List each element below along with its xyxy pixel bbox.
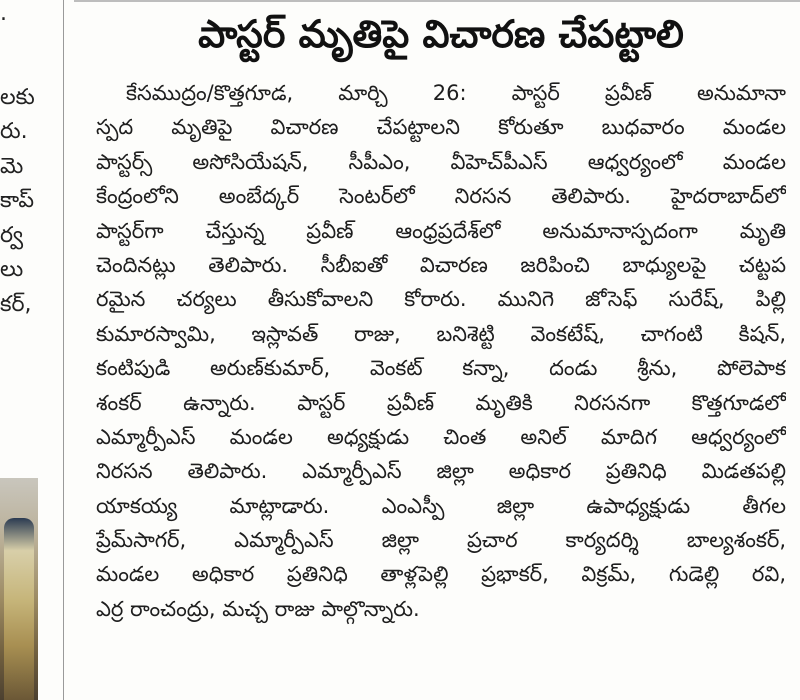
news-article <box>96 0 786 700</box>
adjacent-text-fragment: కర్, <box>0 292 32 317</box>
article-line: శంకర్ ఉన్నారు. పాస్టర్ ప్రవీణ్ మృతికి నిరసనగా కొత్తగూడలో <box>96 390 786 415</box>
adjacent-text-fragment: లు <box>0 257 24 282</box>
article-line: ఎర్ర రాంచంద్రు, మచ్చ రాజు పాల్గొన్నారు. <box>96 596 420 621</box>
adjacent-column-fragment <box>0 0 48 700</box>
article-line: కేసముద్రం/కొత్తగూడ, మార్చి 26: పాస్టర్ ప్రవీణ్ అనుమానా <box>126 81 786 105</box>
adjacent-text-fragment: ర్వ <box>0 223 24 248</box>
article-line: ప్రేమ్‌సాగర్, ఎమ్మార్పీఎస్ జిల్లా ప్రచార కార్యదర్శి బాల్యశంకర్, <box>96 528 786 553</box>
article-line: ఎమ్మార్పీఎస్ మండల అధ్యక్షుడు చింత అనిల్ మాదిగ ఆధ్వర్యంలో <box>96 424 786 449</box>
article-line: కుమారస్వామి, ఇస్లావత్ రాజు, బనిశెట్టి వెంకటేష్, చాగంటి కిషన్, <box>96 321 786 346</box>
article-line: చెందినట్లు తెలిపారు. సీబీఐతో విచారణ జరిపించి బాధ్యులపై చట్టప <box>96 252 786 277</box>
adjacent-text-fragment: లకు <box>0 85 35 110</box>
article-line: స్పద మృతిపై విచారణ చేపట్టాలని కోరుతూ బుధవారం మండల <box>96 115 786 140</box>
article-line: రమైన చర్యలు తీసుకోవాలని కోరారు. మునిగె జోసెఫ్ సురేష్, పిల్లి <box>96 287 786 312</box>
adjacent-text-fragment: మె <box>0 154 24 179</box>
adjacent-photo <box>0 478 38 700</box>
adjacent-text-fragment: కాప్ <box>0 188 35 213</box>
article-line: మండల అధికార ప్రతినిధి తాళ్లపెల్లి ప్రభాకర్, విక్రమ్, గుడెల్లి రవి, <box>96 562 786 587</box>
adjacent-text-fragment: రు. <box>0 119 28 144</box>
article-line: పాస్టర్స్ అసోసియేషన్, సీపీఎం, వీహెచ్‌పీఎస్ ఆధ్వర్యంలో మండల <box>96 149 786 174</box>
article-body <box>96 76 786 626</box>
article-line: యాకయ్య మాట్లాడారు. ఎంఎస్పీ జిల్లా ఉపాధ్యక్షుడు తీగల <box>96 493 786 518</box>
column-divider <box>63 0 64 700</box>
article-headline: పాస్టర్ మృతిపై విచారణ చేపట్టాలి <box>198 12 684 56</box>
article-line: కేంద్రంలోని అంబేద్కర్ సెంటర్‌లో నిరసన తెలిపారు. హైదరాబాద్‌లో <box>96 184 786 209</box>
article-line: పాస్టర్‌గా చేస్తున్న ప్రవీణ్ ఆంధ్రప్రదేశ్‌లో అనుమానాస్పదంగా మృతి <box>96 218 786 243</box>
article-line: నిరసన తెలిపారు. ఎమ్మార్పీఎస్ జిల్లా అధికార ప్రతినిధి మిడతపల్లి <box>96 459 786 484</box>
person-figure <box>4 518 34 700</box>
article-line: కంటిపుడి అరుణ్‌కుమార్, వెంకట్ కన్నా, దండు శ్రీను, పోలెపాక <box>96 356 786 381</box>
adjacent-text-fragment: . <box>0 1 7 26</box>
